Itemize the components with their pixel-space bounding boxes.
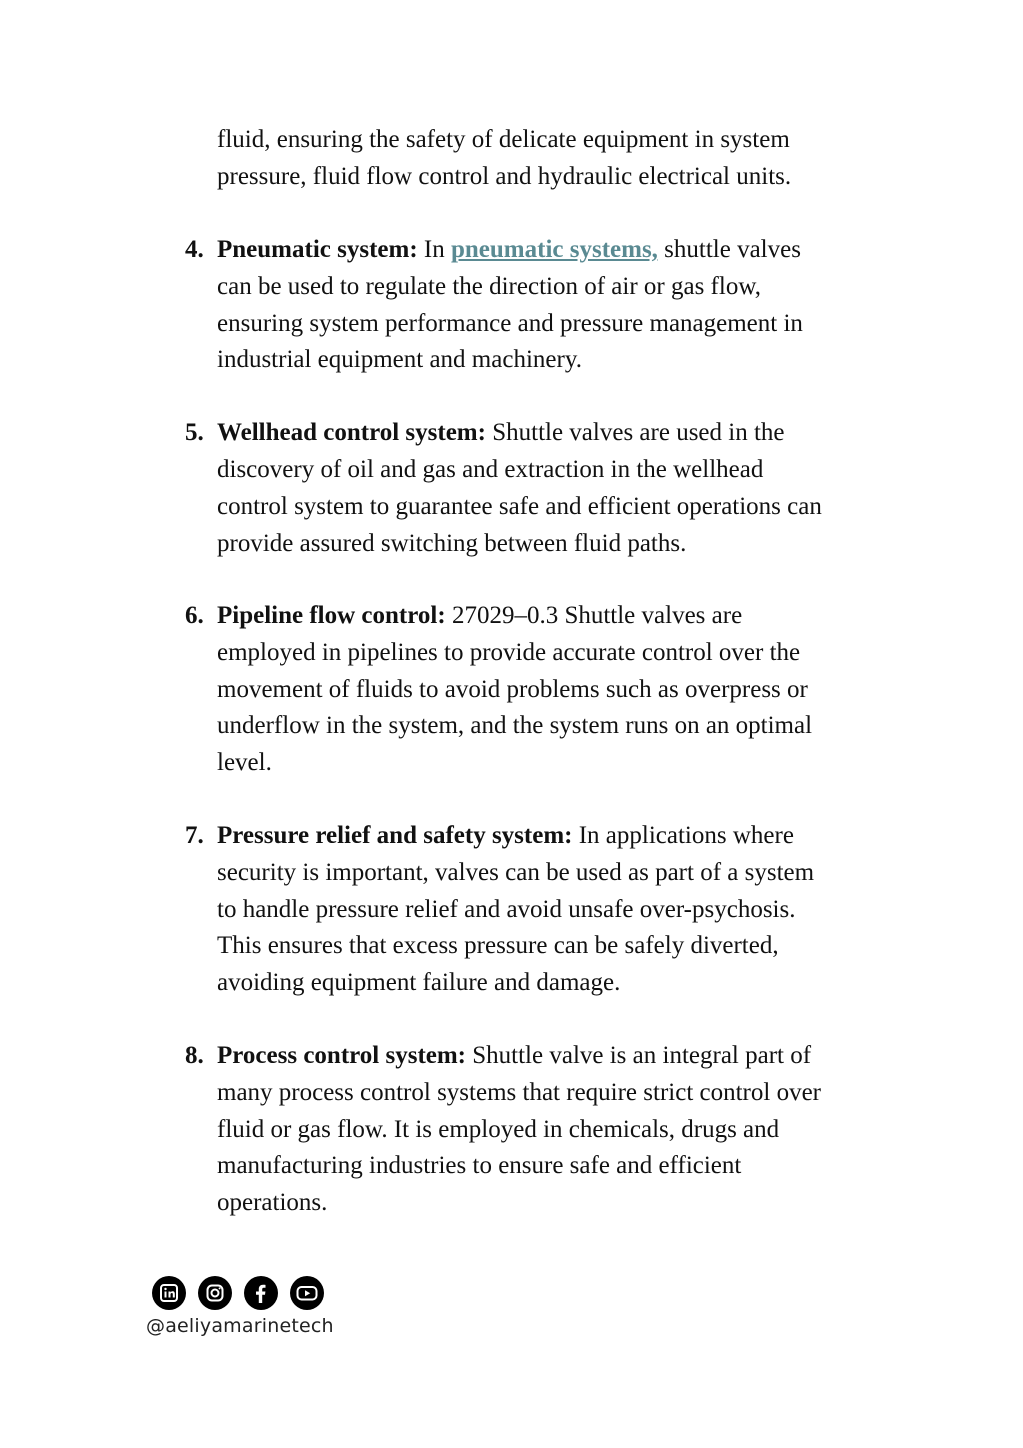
list-item-number: 4. bbox=[185, 236, 204, 263]
intro-line: fluid, ensuring the safety of delicate equipment in system bbox=[217, 126, 790, 153]
list-item-text: shuttle valves bbox=[657, 236, 801, 263]
list-item-line: operations. bbox=[217, 1189, 328, 1216]
list-item-number: 8. bbox=[185, 1042, 204, 1069]
list-item-first-line bbox=[217, 418, 785, 448]
list-item-text: In applications where bbox=[572, 822, 794, 849]
instagram-icon[interactable] bbox=[198, 1276, 232, 1310]
list-item-number: 5. bbox=[185, 419, 204, 446]
list-item-line: to handle pressure relief and avoid unsafe over-psychosis. bbox=[217, 896, 796, 923]
list-item-line: employed in pipelines to provide accurate control over the bbox=[217, 639, 801, 666]
list-item-line: provide assured switching between fluid paths. bbox=[217, 530, 687, 557]
list-item-title: Pipeline flow control: bbox=[217, 602, 446, 629]
list-item-text: 27029–0.3 Shuttle valves are bbox=[445, 602, 743, 629]
list-item-first-line bbox=[217, 235, 801, 265]
list-item-line: can be used to regulate the direction of air or gas flow, bbox=[217, 273, 762, 300]
list-item-line: many process control systems that require strict control over bbox=[217, 1079, 822, 1106]
list-item-line: This ensures that excess pressure can be safely diverted, bbox=[217, 932, 779, 959]
list-item-number: 6. bbox=[185, 602, 204, 629]
list-item-first-line bbox=[217, 1041, 811, 1071]
list-item-line: movement of fluids to avoid problems such as overpress or bbox=[217, 676, 808, 703]
list-item-title: Process control system: bbox=[217, 1042, 467, 1069]
list-item-text: In bbox=[417, 236, 451, 263]
list-item-line: control system to guarantee safe and efficient operations can bbox=[217, 493, 822, 520]
list-item-title: Wellhead control system: bbox=[217, 419, 486, 446]
list-item-first-line bbox=[217, 601, 742, 631]
list-item-line: level. bbox=[217, 749, 272, 776]
facebook-icon[interactable] bbox=[244, 1276, 278, 1310]
list-item-title: Pressure relief and safety system: bbox=[217, 822, 573, 849]
list-item-line: security is important, valves can be used as part of a system bbox=[217, 859, 815, 886]
list-item-title: Pneumatic system: bbox=[217, 236, 418, 263]
social-icons bbox=[152, 1276, 324, 1310]
youtube-icon[interactable] bbox=[290, 1276, 324, 1310]
list-item-first-line bbox=[217, 821, 794, 851]
list-item-line: ensuring system performance and pressure management in bbox=[217, 310, 803, 337]
list-item-line: discovery of oil and gas and extraction in the wellhead bbox=[217, 456, 764, 483]
intro-line: pressure, fluid flow control and hydraulic electrical units. bbox=[217, 163, 792, 190]
social-handle: @aeliyamarinetech bbox=[146, 1315, 334, 1337]
list-item-line: avoiding equipment failure and damage. bbox=[217, 969, 621, 996]
list-item-line: underflow in the system, and the system runs on an optimal bbox=[217, 712, 813, 739]
list-item-line: manufacturing industries to ensure safe and efficient bbox=[217, 1152, 742, 1179]
list-item-line: industrial equipment and machinery. bbox=[217, 346, 582, 373]
pneumatic-systems-link[interactable]: pneumatic systems, bbox=[450, 236, 658, 263]
linkedin-icon[interactable] bbox=[152, 1276, 186, 1310]
list-item-line: fluid or gas flow. It is employed in chemicals, drugs and bbox=[217, 1116, 780, 1143]
list-item-text: Shuttle valve is an integral part of bbox=[466, 1042, 812, 1069]
list-item-text: Shuttle valves are used in the bbox=[485, 419, 785, 446]
list-item-number: 7. bbox=[185, 822, 204, 849]
